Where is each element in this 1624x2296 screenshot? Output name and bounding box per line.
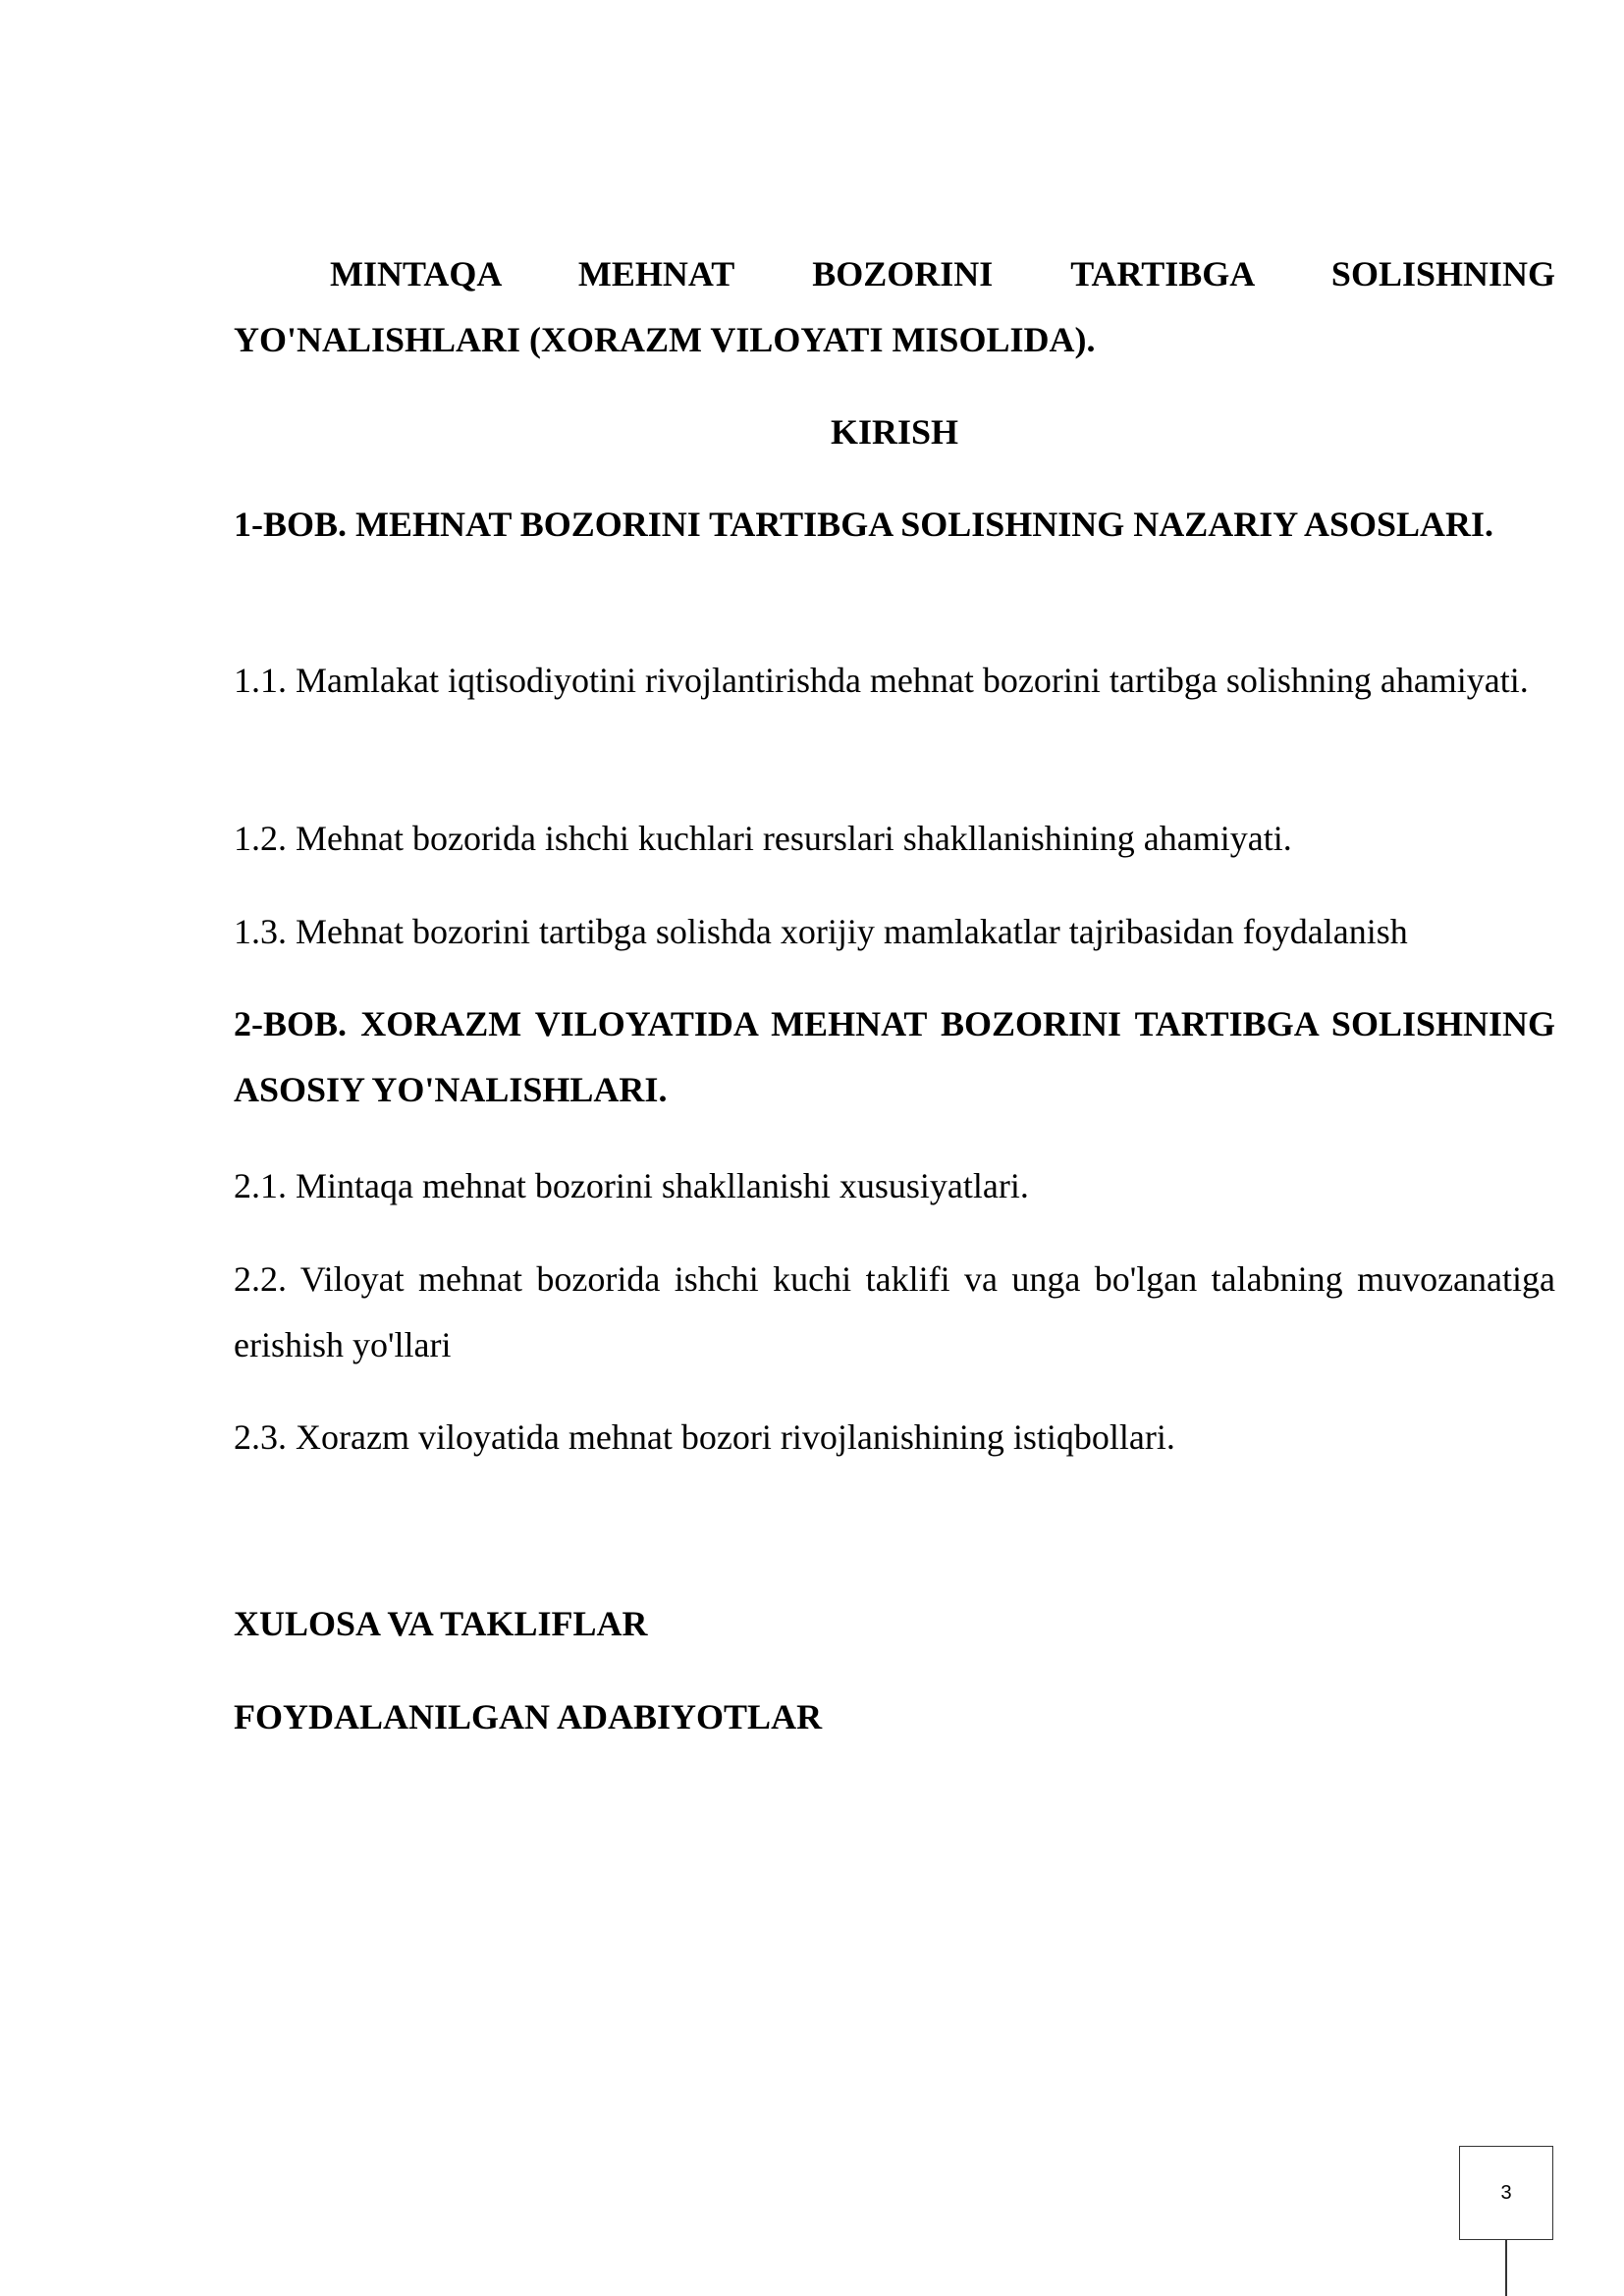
page-number-divider bbox=[1505, 2240, 1507, 2296]
chapter-1-item-1: 1.1. Mamlakat iqtisodiyotini rivojlantirishda mehnat bozorini tartibga solishning ahamiyati. bbox=[234, 661, 1529, 700]
chapter-1-item-2: 1.2. Mehnat bozorida ishchi kuchlari resurslari shakllanishining ahamiyati. bbox=[234, 819, 1292, 858]
page-number-box bbox=[1459, 2146, 1553, 2240]
chapter-2-item-3: 2.3. Xorazm viloyatida mehnat bozori rivojlanishining istiqbollari. bbox=[234, 1417, 1175, 1457]
chapter-2-item-1: 2.1. Mintaqa mehnat bozorini shakllanishi xususiyatlari. bbox=[234, 1166, 1029, 1205]
chapter-2-item-2: 2.2. Viloyat mehnat bozorida ishchi kuchi taklifi va unga bo'lgan talabning muvozanatiga erishish yo'llari bbox=[234, 1259, 1555, 1364]
section-intro: KIRISH bbox=[830, 412, 959, 452]
section-conclusion: XULOSA VA TAKLIFLAR bbox=[234, 1604, 648, 1643]
section-references: FOYDALANILGAN ADABIYOTLAR bbox=[234, 1697, 823, 1736]
chapter-2-heading: 2-BOB. XORAZM VILOYATIDA MEHNAT BOZORINI TARTIBGA SOLISHNING ASOSIY YO'NALISHLARI. bbox=[234, 1004, 1555, 1109]
page-number: 3 bbox=[1500, 2181, 1512, 2204]
document-title: MINTAQA MEHNAT BOZORINI TARTIBGA SOLISHNING YO'NALISHLARI (XORAZM VILOYATI MISOLIDA). bbox=[234, 254, 1555, 359]
chapter-1-heading: 1-BOB. MEHNAT BOZORINI TARTIBGA SOLISHNING NAZARIY ASOSLARI. bbox=[234, 505, 1494, 544]
chapter-1-item-3: 1.3. Mehnat bozorini tartibga solishda xorijiy mamlakatlar tajribasidan foydalanish bbox=[234, 912, 1408, 951]
